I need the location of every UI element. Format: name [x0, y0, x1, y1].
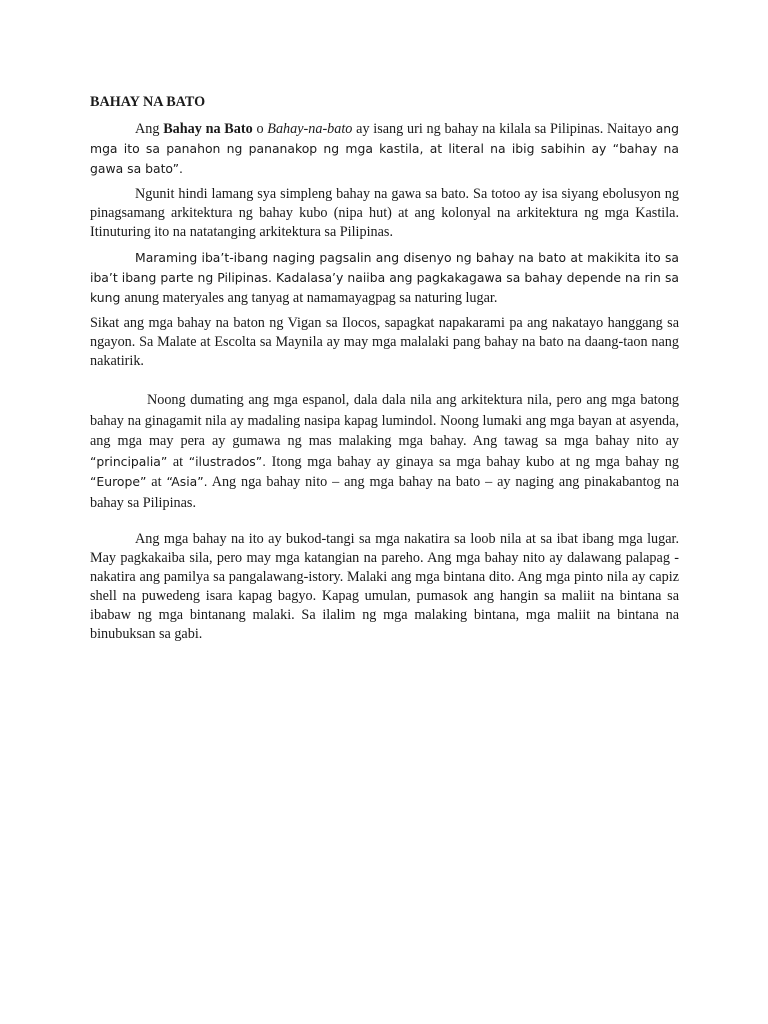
paragraph-2: Ngunit hindi lamang sya simpleng bahay na gawa sa bato. Sa totoo ay isa siyang ebolusyon ng pinagsamang arkitektura ng bahay kubo (nipa hut) at ang kolonyal na arkitektura ng mga Kastila. Itinuturing ito na natatanging arkitektura sa Pilipinas.: [90, 186, 679, 240]
p5-d: at: [146, 474, 167, 490]
paragraph-3: [90, 248, 679, 308]
document-title: BAHAY NA BATO: [90, 94, 206, 110]
paragraph-6: Ang mga bahay na ito ay bukod-tangi sa mga nakatira sa loob nila at sa ibat ibang mga lugar. May pagkakaiba sila, pero may mga katangian na pareho. Ang mga bahay nito ay dalawang palapag - nakatira ang pamilya sa pangalawang-istory. Malaki ang mga bintana dito. Ang mga pinto nila ay capiz shell na puwedeng isara kapag bagyo. Kapag umulan, pumasok ang hangin sa maliit na bintana sa ibabaw ng mga bintanang malaki. Sa ilalim ng mga malaking bintana, mga maliit na bintana na binubuksan sa gabi.: [90, 531, 679, 642]
p5-a: Noong dumating ang mga espanol, dala dala nila ang arkitektura nila, pero ang mga batong bahay na ginagamit nila ay madaling nasipa kapag lumindol. Noong lumaki ang mga bayan at asyenda, ang mga may pera ay gumawa ng mas malaking mga bahay. Ang tawag sa mga bahay nito ay: [90, 392, 679, 449]
paragraph-1: [90, 119, 679, 179]
p5-e: Ang nga bahay nito – ang mga bahay na bato – ay naging ang pinakabantog na bahay sa Pilipinas.: [90, 474, 679, 511]
p5-c: Itong mga bahay ay ginaya sa mga bahay kubo at ng mga bahay ng: [266, 453, 679, 470]
paragraph-4: Sikat ang mga bahay na baton ng Vigan sa Ilocos, sapagkat napakarami pa ang nakatayo hanggang sa ngayon. Sa Malate at Escolta sa Maynila ay may mga malalaki pang bahay na bato na daang-taon nang nakatirik.: [90, 315, 679, 369]
p5-q3: “Europe”: [90, 474, 147, 489]
p1-italic-term: Bahay-na-bato: [267, 121, 353, 137]
p3-text: Maraming iba’t-ibang naging pagsalin ang disenyo ng bahay na bato at makikita ito sa iba’t ibang parte ng Pilipinas. Kadalasa’y naiiba ang pagkakagawa sa bahay depende na rin sa kung: [90, 250, 679, 305]
p3-rest: anung materyales ang tanyag at namamayagpag sa naturing lugar.: [124, 290, 498, 306]
p5-q2: “ilustrados”.: [188, 453, 267, 469]
p1-rest: ay isang uri ng bahay na kilala sa Pilipinas. Naitayo: [352, 121, 656, 137]
p5-b: at: [167, 453, 189, 470]
p5-q1: “principalia”: [90, 453, 168, 469]
p1-mid: o: [252, 121, 268, 137]
p1-lead: Ang: [135, 121, 164, 137]
p5-q4: “Asia”.: [166, 474, 208, 489]
paragraph-5: [90, 390, 679, 513]
document-body: [90, 93, 679, 644]
p1-bold-term: Bahay na Bato: [163, 121, 253, 137]
p1-rest2: ang mga ito sa panahon ng pananakop ng mga kastila, at literal na ibig sabihin ay “bahay na gawa sa bato”.: [90, 121, 679, 176]
